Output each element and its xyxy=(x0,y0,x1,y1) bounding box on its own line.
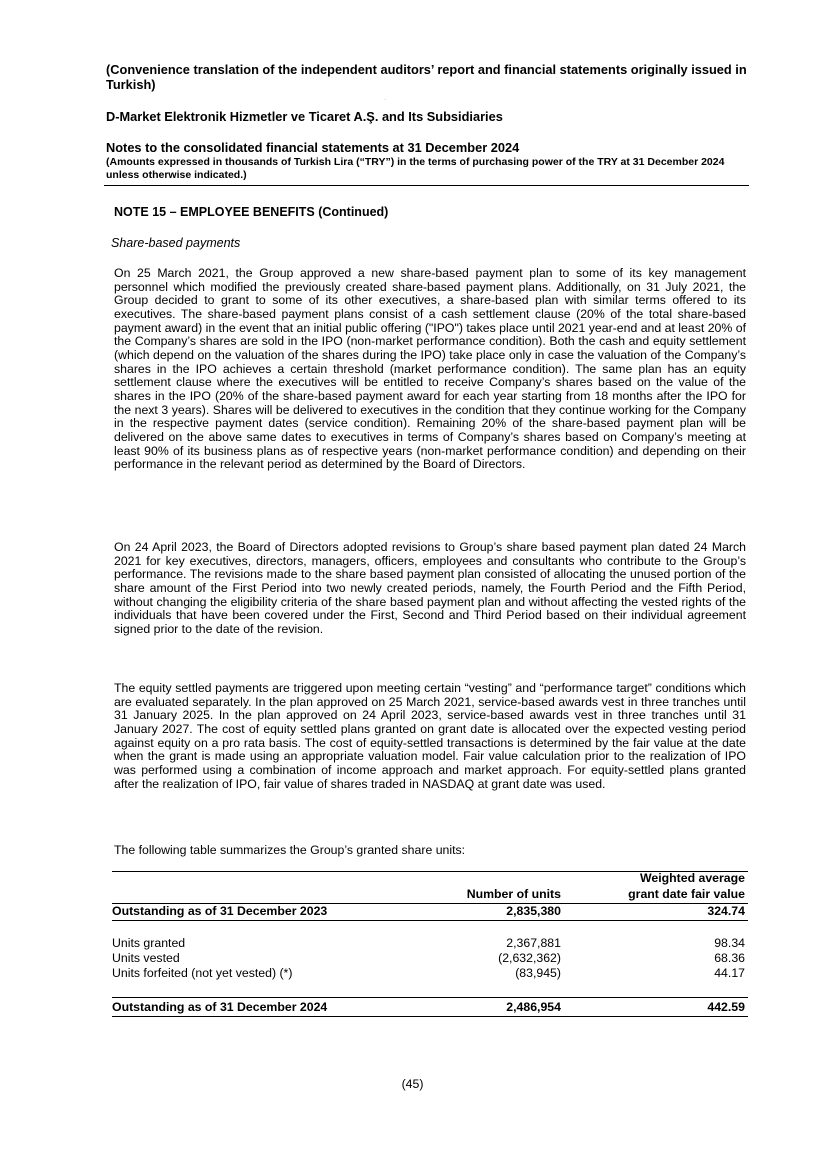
col-header-fair-2: grant date fair value xyxy=(628,887,745,901)
paragraph: The equity settled payments are triggered upon meeting certain “vesting” and “performance target” conditions which are evaluated separately. In the plan approved on 25 March 2021, service-based awards vest in three tranches until 31 January 2025. In the plan approved on 24 April 2023, service-based awards vest in three tranches until 31 January 2027. The cost of equity settled plans granted on grant date is allocated over the expected vesting period against equity on a pro rata basis. The cost of equity-settled transactions is determined by the fair value at the date when the grant is made using an appropriate valuation model. Fair value calculation prior to the realization of IPO was performed using a combination of income approach and market approach. For equity-settled plans granted after the realization of IPO, fair value of shares traded in NASDAQ at grant date was used. xyxy=(114,681,746,791)
table-row xyxy=(112,936,748,951)
row-units: 2,835,380 xyxy=(506,904,561,918)
header-divider xyxy=(104,185,749,186)
note-title: NOTE 15 – EMPLOYEE BENEFITS (Continued) xyxy=(114,205,389,219)
opening-rule xyxy=(112,920,748,921)
row-label: Units granted xyxy=(112,936,186,950)
row-label: Units forfeited (not yet vested) (*) xyxy=(112,966,293,980)
notes-title: Notes to the consolidated financial statements at 31 December 2024 xyxy=(106,140,520,155)
row-units: (83,945) xyxy=(515,966,561,980)
table-row xyxy=(112,951,748,966)
company-name: D-Market Elektronik Hizmetler ve Ticaret A.Ş. and Its Subsidiaries xyxy=(106,109,503,124)
closing-bottom-rule xyxy=(112,1016,748,1017)
row-units: 2,486,954 xyxy=(506,1000,561,1014)
col-header-units: Number of units xyxy=(466,887,561,901)
row-fair: 68.36 xyxy=(714,951,745,965)
table-intro: The following table summarizes the Group’s granted share units: xyxy=(114,843,466,857)
row-label: Units vested xyxy=(112,951,180,965)
convenience-translation-note: (Convenience translation of the independent auditors’ report and financial statements originally issued in Turkish) xyxy=(106,62,747,92)
col-header-fair-1: Weighted average xyxy=(639,871,745,885)
page-number: (45) xyxy=(401,1077,424,1091)
row-units: (2,632,362) xyxy=(498,951,561,965)
row-fair: 324.74 xyxy=(707,904,745,918)
paragraph: On 25 March 2021, the Group approved a new share-based payment plan to some of its key management personnel which modified the previously created share-based payment plans. Additionally, on 31 July 2021, the Group decided to grant to some of its other executives, a share-based plan with similar terms offered to its executives. The share-based payment plans consist of a cash settlement clause (20% of the total share-based payment award) in the event that an initial public offering ("IPO") takes place until 2021 year-end and at least 20% of the Company’s shares are sold in the IPO (non-market performance condition). Both the cash and equity settlement (which depend on the valuation of the shares during the IPO) take place only in case the valuation of the Company’s shares in the IPO achieves a certain threshold (market performance condition). The same plan has an equity settlement clause where the executives will be entitled to receive Company’s shares based on the value of the shares in the IPO (20% of the share-based payment award for each year starting from 18 months after the IPO for the next 3 years). Shares will be delivered to executives in the condition that they continue working for the Company in the respective payment dates (service condition). Remaining 20% of the share-based payment plan will be delivered on the above same dates to executives in terms of Company’s shares based on Company’s meeting at least 90% of its business plans as of respective years (non-market performance condition) and depending on their performance in the relevant period as determined by the Board of Directors. xyxy=(114,266,746,472)
row-label: Outstanding as of 31 December 2023 xyxy=(112,904,328,918)
amounts-note: (Amounts expressed in thousands of Turkish Lira (“TRY”) in the terms of purchasing power of the TRY at 31 December 2024 unless otherwise indicated.) xyxy=(106,156,725,181)
row-units: 2,367,881 xyxy=(506,936,561,950)
row-fair: 98.34 xyxy=(714,936,745,950)
table-row-closing xyxy=(112,1000,748,1015)
table-row xyxy=(112,966,748,981)
section-subheading: Share-based payments xyxy=(111,236,241,250)
closing-top-rule xyxy=(112,997,748,998)
scan-artifact: · xyxy=(384,97,386,103)
table-header-row-1 xyxy=(112,871,748,886)
table-row-opening xyxy=(112,904,748,919)
row-label: Outstanding as of 31 December 2024 xyxy=(112,1000,328,1014)
row-fair: 44.17 xyxy=(714,966,745,980)
table-header-row-2 xyxy=(112,887,748,902)
row-fair: 442.59 xyxy=(707,1000,745,1014)
paragraph: On 24 April 2023, the Board of Directors adopted revisions to Group’s share based payment plan dated 24 March 2021 for key executives, directors, managers, officers, employees and consultants who contribute to the Group’s performance. The revisions made to the share based payment plan consisted of allocating the unused portion of the share amount of the First Period into two newly created periods, namely, the Fourth Period and the Fifth Period, without changing the eligibility criteria of the share based payment plan and without affecting the vested rights of the individuals that have been covered under the First, Second and Third Period based on their individual agreement signed prior to the date of the revision. xyxy=(114,540,746,636)
